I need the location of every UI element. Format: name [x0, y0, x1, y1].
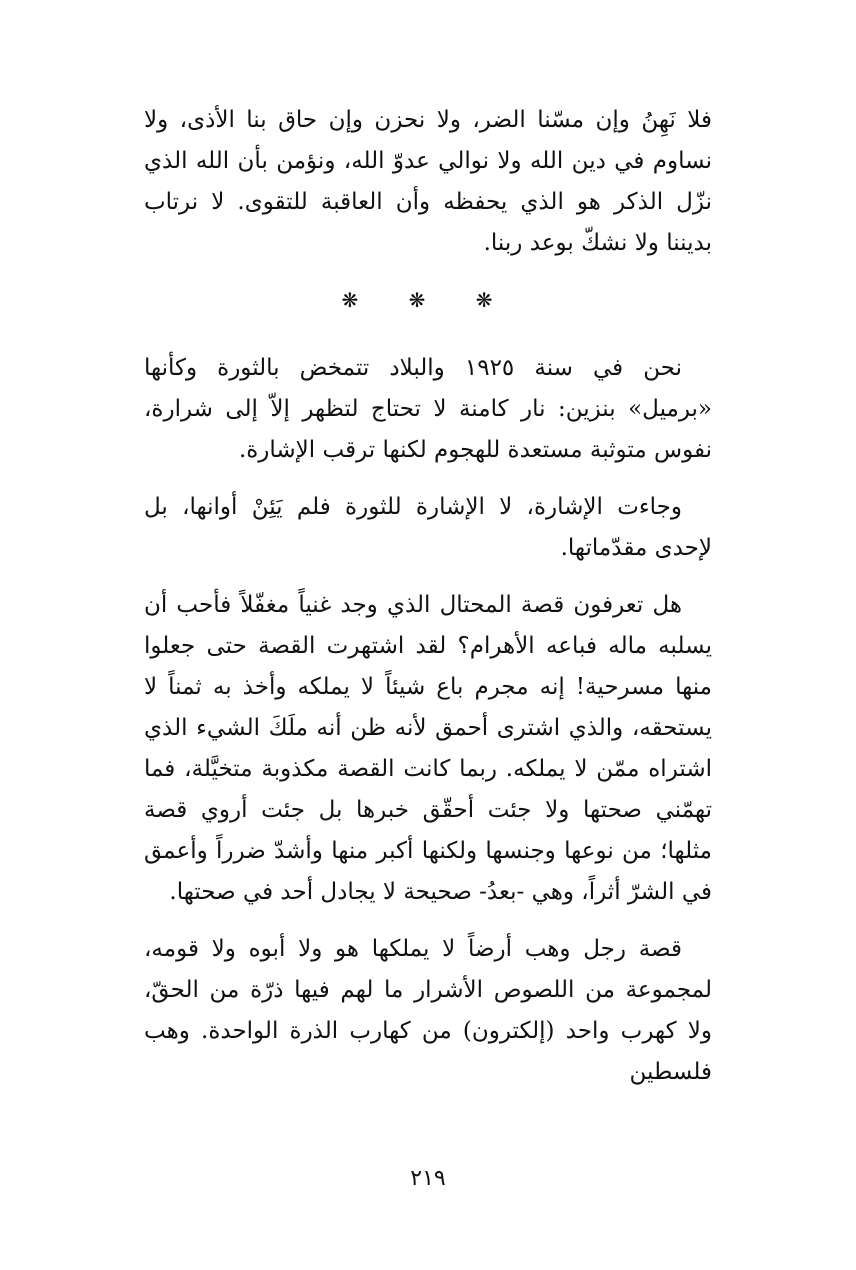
paragraph-3: وجاءت الإشارة، لا الإشارة للثورة فلم يَئِنْ أوانها، بل لإحدى مقدّماتها.	[144, 494, 712, 561]
paragraph-4: هل تعرفون قصة المحتال الذي وجد غنياً مغفّلاً فأحب أن يسلبه ماله فباعه الأهرام؟ لقد اشتهرت القصة حتى جعلوا منها مسرحية! إنه مجرم باع شيئاً لا يملكه وأخذ به ثمناً لا يستحقه، والذي اشترى أحمق لأنه ظن أنه ملَكَ الشيء الذي اشتراه ممّن لا يملكه. ربما كانت القصة مكذوبة متخيَّلة، فما تهمّني صحتها ولا جئت أحقّق خبرها بل جئت أروي قصة مثلها؛ من نوعها وجنسها ولكنها أكبر منها وأشدّ ضرراً وأعمق في الشرّ أثراً، وهي -بعدُ- صحيحة لا يجادل أحد في صحتها.	[144, 592, 712, 905]
section-separator: ❋ ❋ ❋	[341, 288, 515, 312]
paragraph-2: نحن في سنة ١٩٢٥ والبلاد تتمخض بالثورة وكأنها «برميل» بنزين: نار كامنة لا تحتاج لتظهر إلاّ إلى شرارة، نفوس متوثبة مستعدة للهجوم لكنها ترقب الإشارة.	[144, 355, 712, 463]
page-body	[144, 100, 712, 1109]
paragraph-1: فلا نَهِنُ وإن مسّنا الضر، ولا نحزن وإن حاق بنا الأذى، ولا نساوم في دين الله ولا نوالي عدوّ الله، ونؤمن بأن الله الذي نزّل الذكر هو الذي يحفظه وأن العاقبة للتقوى. لا نرتاب بديننا ولا نشكّ بوعد ربنا.	[144, 107, 712, 256]
paragraph-5: قصة رجل وهب أرضاً لا يملكها هو ولا أبوه ولا قومه، لمجموعة من اللصوص الأشرار ما لهم فيها ذرّة من الحقّ، ولا كهرب واحد (إلكترون) من كهارب الذرة الواحدة. وهب فلسطين	[144, 936, 712, 1085]
page-number: ٢١٩	[410, 1166, 446, 1191]
